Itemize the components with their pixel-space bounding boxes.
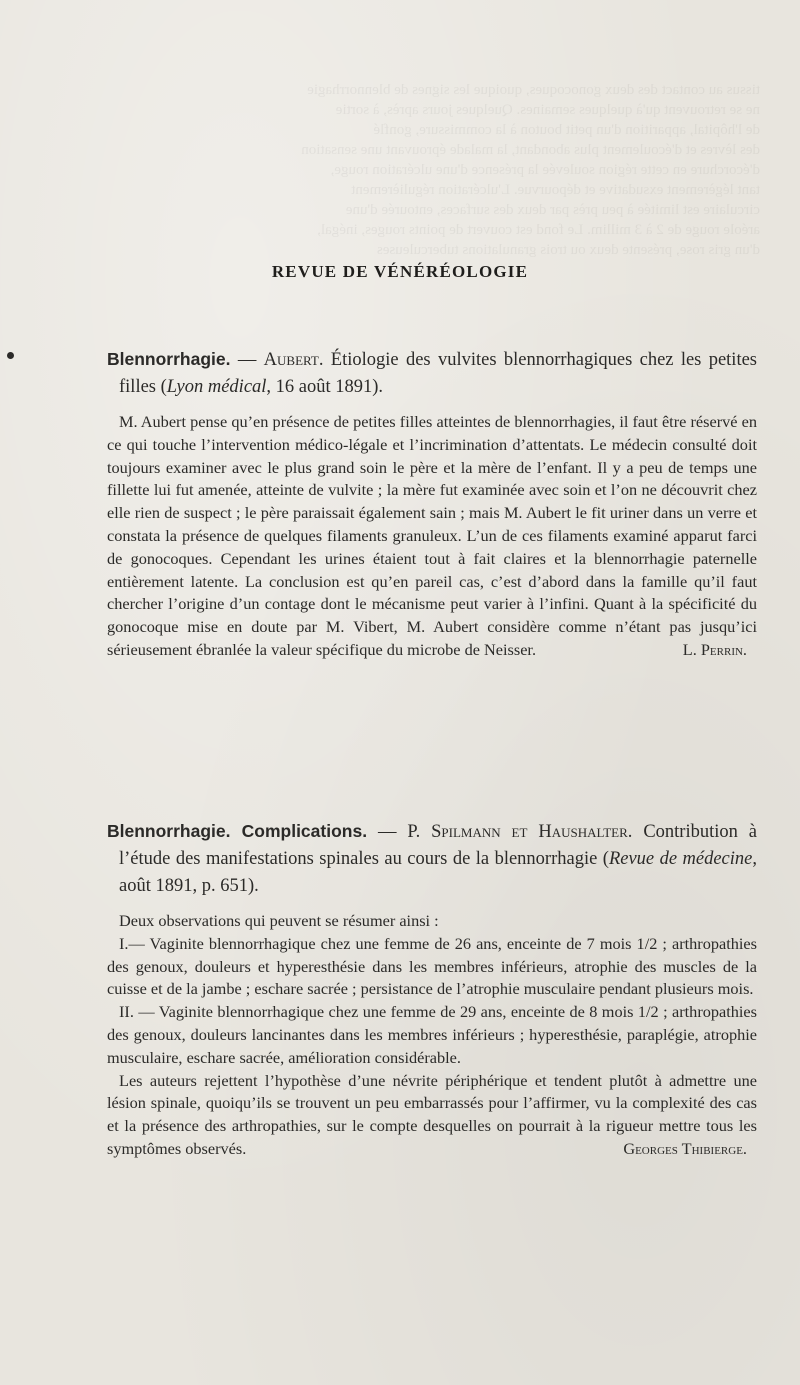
bleed-through-text: tissus au contact des deux gonocoques, quoique les signes de blennorrhagie ne se retrouvent qu'à quelques semaines. Quelques jours après, à sortie de l'hôpital, apparition d'un petit bouton à la commissure, gonflé des lèvres et d'écoulement plus abondant, la malade éprouvant une sensation d'écorchure en cette région soulevée la présence d'une ulcération rouge, tant légèrement exsudative et dépourvue. L'ulcération régulièrement circulaire est limitée à peu près par deux des surfaces, entourée d'une aréole rouge de 2 à 3 millim. Le fond est couvert de points rouges, inégal, d'un gris rose, présente deux ou trois granulations tuberculeuses bbox=[301, 82, 760, 258]
article-heading bbox=[107, 346, 757, 401]
heading-dash: — bbox=[230, 350, 264, 370]
article-heading bbox=[107, 818, 757, 900]
observation-two: II. — Vaginite blennorrhagique chez une femme de 29 ans, enceinte de 8 mois 1/2 ; arthropathies des genoux, douleurs lancinantes dans les membres inférieurs ; hyperesthésie, paraplégie, atrophie musculaire, eschare sacrée, amélioration considérable. bbox=[107, 1002, 757, 1067]
journal-date: , 16 août 1891). bbox=[266, 377, 384, 397]
article-title: . Étiologie des vulvites blennorrhagiques chez les petites filles ( bbox=[119, 350, 757, 397]
journal-name: Revue de médecine bbox=[608, 849, 753, 869]
observation-one: I.— Vaginite blennorrhagique chez une femme de 26 ans, enceinte de 7 mois 1/2 ; arthropathies des genoux, douleurs et hyperesthésie dans les membres inférieurs, atrophie des muscles de la cuisse et de la jambe ; eschare sacrée ; persistance de l’atrophie musculaire pendant plusieurs mois. bbox=[107, 933, 757, 999]
article-subject: Blennorrhagie. bbox=[107, 349, 231, 369]
article-paragraph: Deux observations qui peuvent se résumer ainsi : bbox=[119, 911, 439, 930]
journal-date: , août 1891, p. 651). bbox=[119, 849, 757, 896]
article-subject: Blennorrhagie. Complications. bbox=[107, 821, 368, 841]
article-title: . Contribution à l’étude des manifestations spinales au cours de la blennorrhagie ( bbox=[119, 822, 757, 869]
margin-mark bbox=[7, 352, 14, 359]
article-author: P. Spilmann et Haushalter bbox=[407, 822, 628, 842]
heading-dash: — bbox=[367, 822, 408, 842]
paragraph-text: M. Aubert pense qu’en présence de petites filles atteintes de blennorrhagies, il faut être réservé en ce qui touche l’intervention médico-légale et l’incrimination d’attentats. Le médecin consulté doit toujours examiner avec le plus grand soin le père et la mère de l’enfant. Il y a peu de temps une fillette lui fut amenée, atteinte de vulvite ; la mère fut examinée avec soin et l’on ne découvrit chez elle rien de suspect ; le père paraissait également sain ; mais M. Aubert le fit uriner dans un verre et constata la présence de quelques filaments granuleux. L’un de ces filaments examiné apparut farci de gonocoques. Cependant les urines étaient tout à fait claires et la blennorrhagie paternelle entièrement latente. La conclusion est qu’en pareil cas, c’est d’abord dans la famille qu’il faut chercher l’origine d’un contage dont le mécanisme peut varier à l’infini. Quant à la spécificité du gonocoque mise en doute par M. Vibert, M. Aubert considère comme n’étant pas jusqu’ici sérieusement ébranlée la valeur spécifique du microbe de Neisser. bbox=[107, 412, 757, 659]
running-head: REVUE DE VÉNÉRÉOLOGIE bbox=[271, 262, 529, 281]
article-signature: Georges Thibierge. bbox=[623, 1138, 747, 1158]
article-spilmann-haushalter bbox=[107, 818, 757, 1161]
article-paragraph bbox=[107, 411, 757, 662]
article-aubert bbox=[107, 346, 757, 662]
article-paragraph bbox=[107, 1070, 757, 1161]
paragraph-text: Les auteurs rejettent l’hypothèse d’une névrite périphérique et tendent plutôt à admettre une lésion spinale, quoiqu’ils se trouvent un peu embarrassés pour l’affirmer, vu la complexité des cas et la présence des arthropathies, sur le compte desquelles on pourrait à la rigueur mettre tous les symptômes observés. bbox=[107, 1070, 757, 1158]
article-signature: L. Perrin. bbox=[682, 639, 747, 659]
journal-name: Lyon médical bbox=[166, 377, 267, 397]
article-author: Aubert bbox=[263, 350, 319, 370]
